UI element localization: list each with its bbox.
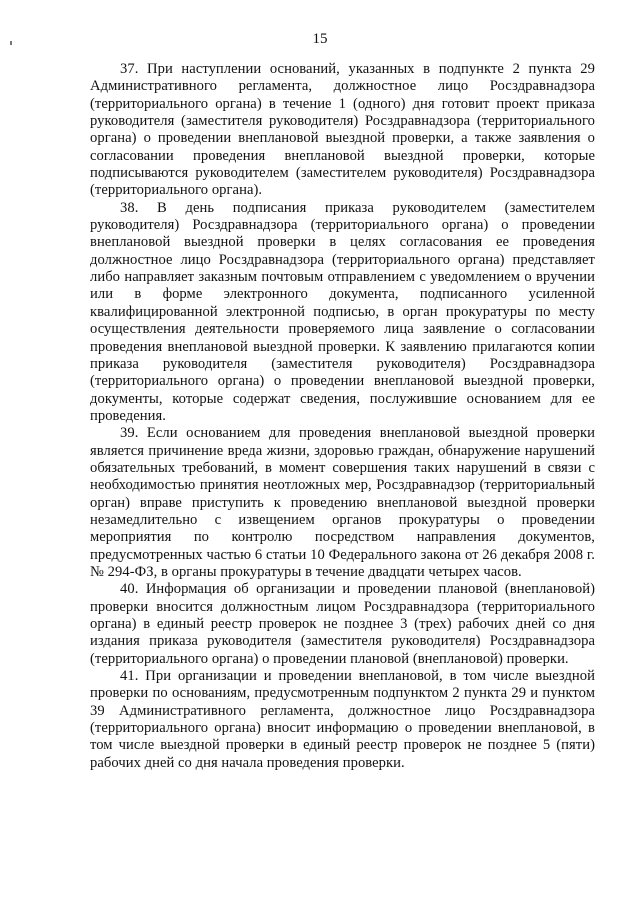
- document-body: [90, 61, 595, 772]
- paragraph-38: 38. В день подписания приказа руководителем (заместителем руководителя) Росздравнадзора (территориального органа) о проведении внеплановой выездной проверки в целях согласования ее проведения должностное лицо Росздравнадзора (территориального органа) представляет либо направляет заказным почтовым отправлением с уведомлением о вручении или в форме электронного документа, подписанного усиленной квалифицированной электронной подписью, в орган прокуратуры по месту осуществления деятельности проверяемого лица заявление о согласовании проведения внеплановой выездной проверки. К заявлению прилагаются копии приказа руководителя (заместителя руководителя) Росздравнадзора (территориального органа) о проведении внеплановой выездной проверки, документы, которые содержат сведения, послужившие основанием для ее проведения.: [90, 199, 595, 424]
- paragraph-41: 41. При организации и проведении внеплановой, в том числе выездной проверки по основаниям, предусмотренным подпунктом 2 пункта 29 и пунктом 39 Административного регламента, должностное лицо Росздравнадзора (территориального органа) вносит информацию о проведении внеплановой, в том числе выездной проверки в единый реестр проверок не позднее 5 (пяти) рабочих дней со дня начала проведения проверки.: [90, 668, 595, 771]
- paragraph-39: 39. Если основанием для проведения внеплановой выездной проверки является причинение вреда жизни, здоровью граждан, обнаружение нарушений обязательных требований, в момент совершения таких нарушений в связи с необходимостью принятия неотложных мер, Росздравнадзор (территориальный орган) вправе приступить к проведению внеплановой выездной проверки незамедлительно с извещением органов прокуратуры о проведении мероприятия по контролю посредством направления документов, предусмотренных частью 6 статьи 10 Федерального закона от 26 декабря 2008 г. № 294-ФЗ, в органы прокуратуры в течение двадцати четырех часов.: [90, 425, 595, 580]
- paragraph-37: 37. При наступлении оснований, указанных в подпункте 2 пункта 29 Административного регламента, должностное лицо Росздравнадзора (территориального органа) в течение 1 (одного) дня готовит проект приказа руководителя (заместителя руководителя) Росздравнадзора (территориального органа) о проведении внеплановой выездной проверки, а также заявления о согласовании проведения внеплановой выездной проверки, которые подписываются руководителем (заместителем руководителя) Росздравнадзора (территориального органа).: [90, 61, 595, 199]
- paragraph-40: 40. Информация об организации и проведении плановой (внеплановой) проверки вносится должностным лицом Росздравнадзора (территориального органа) в единый реестр проверок не позднее 3 (трех) рабочих дней со дня издания приказа руководителя (заместителя руководителя) Росздравнадзора (территориального органа) о проведении плановой (внеплановой) проверки.: [90, 581, 595, 667]
- page-number: 15: [312, 31, 328, 47]
